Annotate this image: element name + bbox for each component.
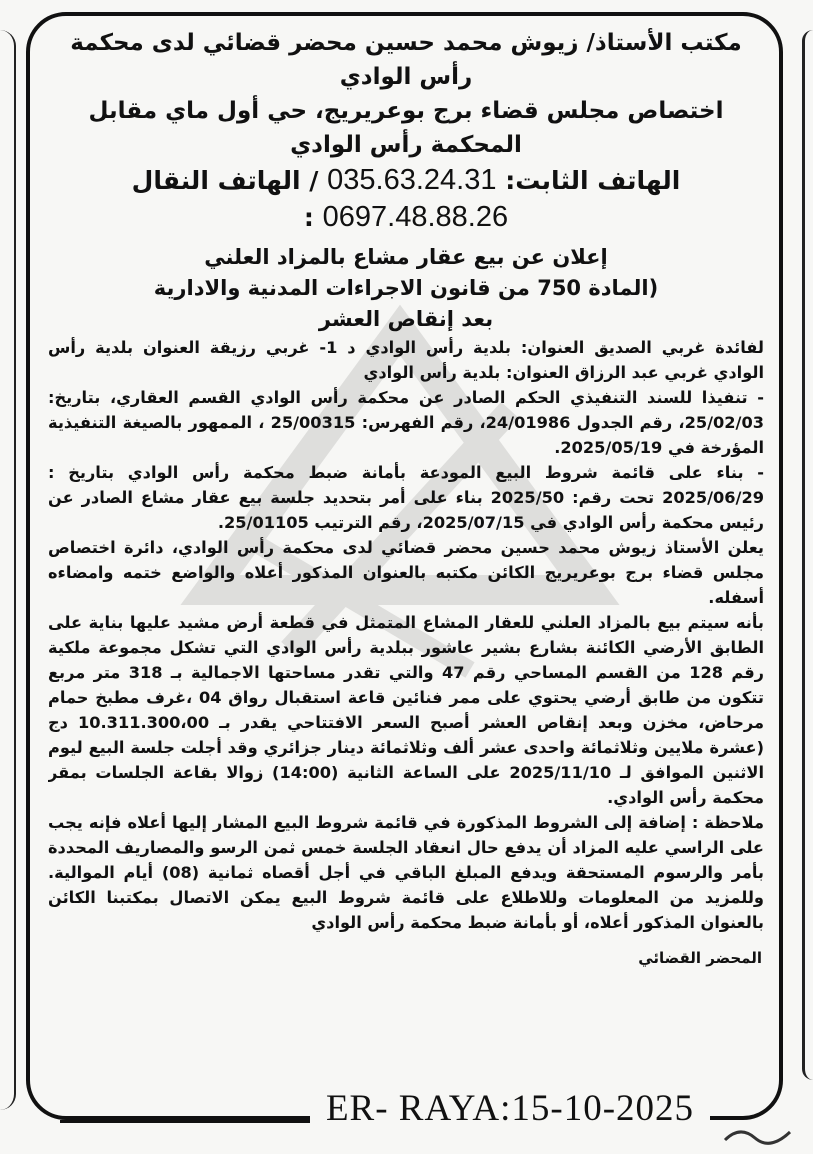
announcer-paragraph: يعلن الأستاذ زيوش محمد حسين محضر قضائي لدى محكمة رأس الوادي، دائرة اختصاص مجلس قضاء برج بوعريريج الكائن مكتبه بالعنوان المذكور أعلاه والواضع ختمه وامضاءه أسفله. xyxy=(48,538,764,607)
office-address-line: اختصاص مجلس قضاء برج بوعريريج، حي أول ماي مقابل المحكمة رأس الوادي xyxy=(88,98,724,158)
phone-fixed: 035.63.24.31 xyxy=(327,164,497,196)
mobile-line xyxy=(48,199,764,236)
sale-details-paragraph: بأنه سيتم بيع بالمزاد العلني للعقار المشاع المتمثل في قطعة أرض مشيد عليها بناية على الطابق الأرضي الكائنة بشارع بشير عاشور ببلدية رأس الوادي التي تشكل مجموعة ملكية رقم 128 من القسم المساحي رقم 47 والتي تقدر مساحتها الاجمالية بـ 318 متر مربع تتكون من طابق أرضي يحتوي على ممر فنائين قاعة استقبال رواق 04 ،غرف مطبخ حمام مرحاض، مخزن وبعد إنقاص العشر أصبح السعر الافتتاحي يقدر بـ 10.311.300،00 دج (عشرة ملايين وثلاثمائة واحدى عشر ألف وثلاثمائة دينار جزائري وقد أجلت جلسة البيع ليوم الاثنين الموافق لـ 2025/11/10 على الساعة الثانية (14:00) زوالا بقاعة الجلسات بمقر محكمة رأس الوادي. xyxy=(48,613,764,807)
newspaper-footer: ER- RAYA:15-10-2025 xyxy=(310,1084,710,1134)
notice-content xyxy=(48,26,764,1081)
notice-subtitle: (المادة 750 من قانون الاجراءات المدنية والادارية xyxy=(153,276,659,300)
notice-subtitle-2: بعد إنقاص العشر xyxy=(318,307,494,331)
phone-label: الهاتف الثابت: xyxy=(505,166,681,195)
office-name-line: مكتب الأستاذ/ زيوش محمد حسين محضر قضائي لدى محكمة رأس الوادي xyxy=(70,30,742,90)
conditions-paragraph: - بناء على قائمة شروط البيع المودعة بأمانة ضبط محكمة رأس الوادي بتاريخ : 2025/06/29 تحت رقم: 2025/50 بناء على أمر بتحديد جلسة بيع عقار مشاع الصادر عن رئيس محكمة رأس الوادي في 2025/07/15، رقم الترتيب 25/01105. xyxy=(48,463,764,532)
mobile-number: 0697.48.88.26 xyxy=(322,201,509,233)
phone-line xyxy=(48,162,764,199)
beneficiaries-paragraph: لفائدة غربي الصديق العنوان: بلدية رأس الوادي د 1- غربي رزيقة العنوان بلدية رأس الوادي غربي عبد الرزاق العنوان: بلدية رأس الوادي xyxy=(48,338,764,382)
mobile-label: / الهاتف النقال xyxy=(131,166,319,195)
adjacent-clip-border-right xyxy=(802,30,813,1080)
mobile-suffix: : xyxy=(303,203,314,232)
enforcement-paragraph: - تنفيذا للسند التنفيذي الحكم الصادر عن محكمة رأس الوادي القسم العقاري، بتاريخ: 25/02/03، رقم الجدول 24/01986، رقم الفهرس: 25/00315 ، الممهور بالصيغة التنفيذية المؤرخة في 2025/05/19. xyxy=(48,388,764,457)
signature-label: المحضر القضائي xyxy=(638,949,762,967)
note-paragraph: ملاحظة : إضافة إلى الشروط المذكورة في قائمة شروط البيع المشار إليها أعلاه فإنه يجب على الراسي عليه المزاد أن يدفع حال انعقاد الجلسة خمس ثمن الرسو والمصاريف المحددة بأمر والرسوم المستحقة ويدفع المبلغ الباقي في أجل أقصاه ثمانية (08) أيام الموالية. وللمزيد من المعلومات وللاطلاع على قائمة شروط البيع يمكن الاتصال بمكتبنا الكائن بالعنوان المذكور أعلاه، أو بأمانة ضبط محكمة رأس الوادي xyxy=(48,813,764,932)
scribble-mark xyxy=(720,1120,800,1150)
notice-title: إعلان عن بيع عقار مشاع بالمزاد العلني xyxy=(204,245,608,269)
footer-rule xyxy=(60,1120,310,1123)
adjacent-clip-border-left xyxy=(0,30,16,1110)
